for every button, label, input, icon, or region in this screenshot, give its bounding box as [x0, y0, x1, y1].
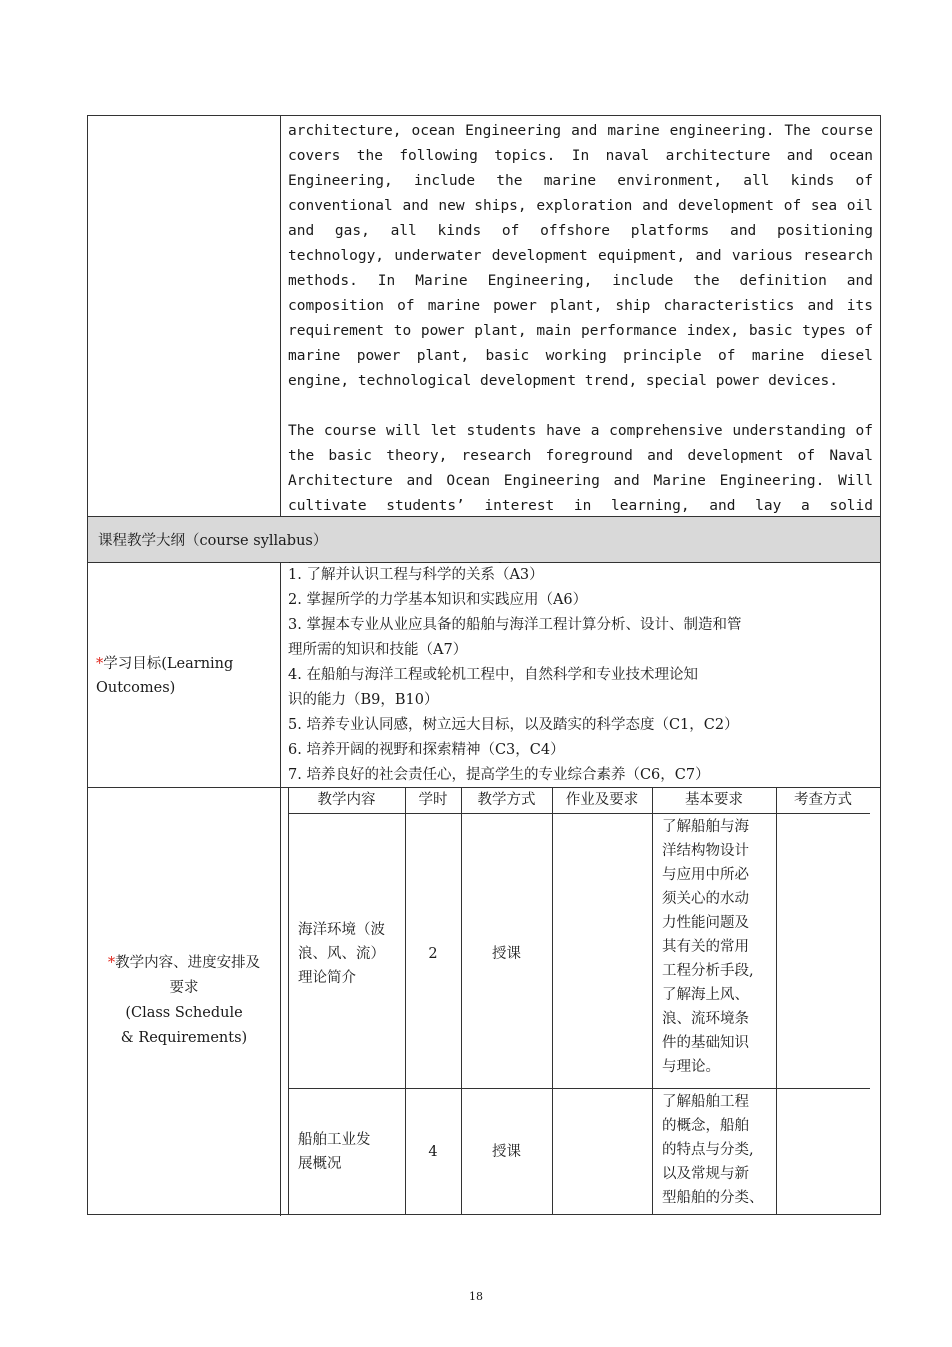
table-row-content: [298, 918, 403, 990]
header-content: 教学内容: [317, 792, 376, 808]
outcome-line: 理所需的知识和技能（A7）: [288, 642, 468, 658]
required-marker: *: [107, 955, 116, 971]
content-line: 理论简介: [298, 970, 356, 986]
outcome-line: 2. 掌握所学的力学基本知识和实践应用（A6）: [288, 592, 588, 608]
header-assessment: 考查方式: [794, 792, 852, 808]
requirement-line: 了解船舶工程: [662, 1094, 749, 1110]
syllabus-header-row: [88, 517, 880, 562]
learning-outcomes-label-text: 学习目标(Learning Outcomes): [96, 656, 234, 696]
content-line: 海洋环境（波: [298, 922, 385, 938]
table-row-content: [298, 1128, 403, 1176]
requirement-line: 的概念，船舶: [662, 1118, 749, 1134]
requirement-line: 的特点与分类,: [662, 1142, 754, 1158]
description-paragraph-1: architecture, ocean Engineering and marine engineering. The course covers the following topics. In naval architecture and ocean Engineering, include the marine environment, all kinds of conventional and new ships, exploration and development of sea oil and gas, all kinds of offshore platforms and positioning technology, underwater development equipment, and various research methods. In Marine Engineering, include the definition and composition of marine power plant, ship characteristics and its requirement to power plant, main performance index, basic types of marine power plant, basic working principle of marine diesel engine, technological development trend, special power devices.: [288, 123, 873, 389]
schedule-label-line: (Class Schedule: [125, 1005, 243, 1021]
requirement-line: 了解海上风、: [662, 987, 749, 1003]
schedule-table: [288, 788, 870, 1215]
header-hours: 学时: [418, 792, 448, 808]
outcome-line: 识的能力（B9，B10）: [288, 692, 439, 708]
outcome-line: 1. 了解并认识工程与科学的关系（A3）: [288, 567, 544, 583]
content-line: 船舶工业发: [298, 1132, 371, 1148]
content-line: 展概况: [298, 1156, 342, 1172]
schedule-header-line: [288, 813, 870, 814]
requirement-line: 其有关的常用: [662, 939, 749, 955]
table-row-hours: 4: [428, 1144, 438, 1160]
schedule-col-line: [652, 788, 653, 1215]
outcome-line: 6. 培养开阔的视野和探索精神（C3，C4）: [288, 742, 565, 758]
outcome-line: 4. 在船舶与海洋工程或轮机工程中，自然科学和专业技术理论知: [288, 667, 698, 683]
schedule-bottom-line: [288, 1214, 870, 1215]
schedule-label-line: 教学内容、进度安排及: [115, 955, 261, 971]
learning-outcomes-list: [288, 563, 873, 788]
required-marker: *: [96, 656, 104, 672]
schedule-col-line: [552, 788, 553, 1215]
header-requirement: 基本要求: [685, 792, 743, 808]
table-row-method: 授课: [492, 1144, 521, 1160]
column-divider-top: [280, 116, 281, 516]
header-method: 教学方式: [477, 792, 536, 808]
page-number: 18: [469, 1290, 483, 1303]
schedule-row-line: [288, 1088, 870, 1089]
header-homework: 作业及要求: [565, 792, 639, 808]
column-divider-bottom: [280, 562, 281, 1216]
content-line: 浪、风、流）: [298, 946, 385, 962]
requirement-line: 须关心的水动: [662, 891, 749, 907]
table-row-method: 授课: [492, 946, 521, 962]
course-description: [288, 119, 873, 569]
schedule-label-line: 要求: [169, 980, 199, 996]
outcome-line: 5. 培养专业认同感，树立远大目标，以及踏实的科学态度（C1，C2）: [288, 717, 739, 733]
table-row-requirement: [662, 1090, 776, 1210]
outcome-line: 7. 培养良好的社会责任心，提高学生的专业综合素养（C6，C7）: [288, 767, 710, 783]
table-row-hours: 2: [428, 946, 438, 962]
requirement-line: 型船舶的分类、: [662, 1190, 764, 1206]
outcome-line: 3. 掌握本专业从业应具备的船舶与海洋工程计算分析、设计、制造和管: [288, 617, 742, 633]
description-paragraph-2: The course will let students have a comprehensive understanding of the basic theory, research foreground and development of Naval Architecture and Ocean Engineering and Marine Engineering. Will cultivate students’ interest in learning, and lay a solid: [288, 423, 873, 514]
requirement-line: 力性能问题及: [662, 915, 749, 931]
schedule-col-line: [288, 788, 289, 1215]
requirement-line: 浪、流环境条: [662, 1011, 749, 1027]
requirement-line: 了解船舶与海: [662, 819, 749, 835]
syllabus-header: 课程教学大纲（course syllabus）: [98, 533, 328, 549]
learning-outcomes-label: [96, 652, 276, 700]
syllabus-table: [87, 115, 881, 1215]
schedule-label: [92, 951, 276, 1051]
schedule-label-line: & Requirements): [120, 1030, 248, 1046]
requirement-line: 洋结构物设计: [662, 843, 749, 859]
requirement-line: 以及常规与新: [662, 1166, 749, 1182]
schedule-col-line: [776, 788, 777, 1215]
requirement-line: 与理论。: [662, 1059, 720, 1075]
table-row-requirement: [662, 815, 776, 1079]
requirement-line: 与应用中所必: [662, 867, 749, 883]
requirement-line: 件的基础知识: [662, 1035, 749, 1051]
requirement-line: 工程分析手段,: [662, 963, 754, 979]
